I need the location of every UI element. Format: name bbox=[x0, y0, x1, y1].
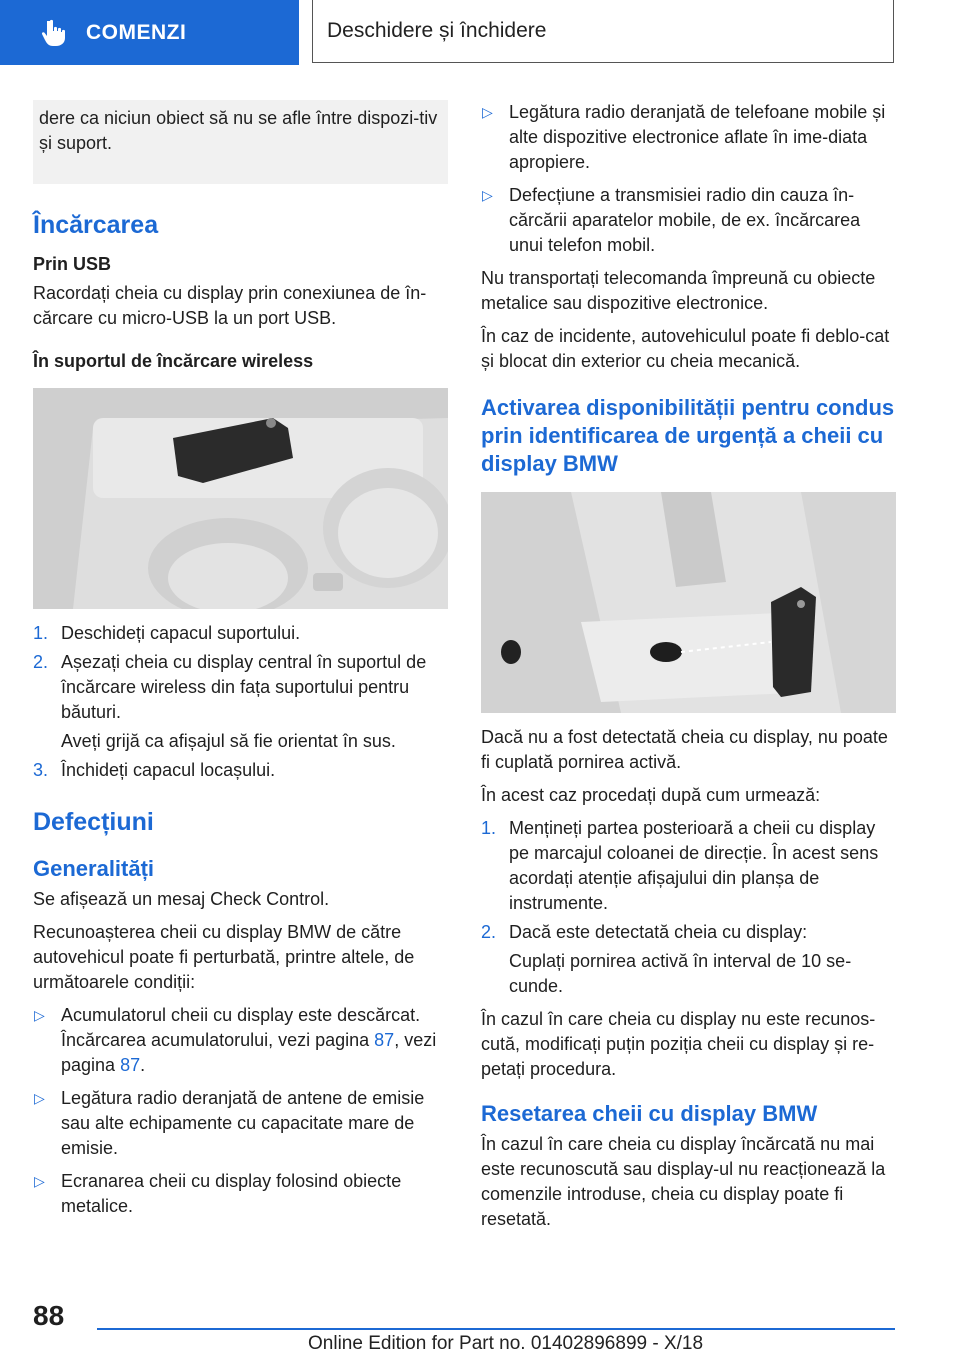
step-text: Mențineți partea posterioară a cheii cu display pe marcajul coloanei de direcție. În acest sens acordați atenție afișajului din planșa de instrumente. bbox=[509, 818, 879, 913]
step-text: Așezați cheia cu display central în suportul de încărcare wireless din fața suportului pentru băuturi. bbox=[61, 652, 427, 722]
list-item bbox=[33, 729, 448, 754]
left-column bbox=[33, 100, 448, 1227]
section-tab[interactable] bbox=[0, 0, 299, 65]
general-text-2: Recunoașterea cheii cu display BMW de către autovehicul poate fi perturbată, printre altele, de următoarele condiții: bbox=[33, 922, 415, 992]
list-item bbox=[481, 920, 896, 945]
footer-divider bbox=[97, 1328, 895, 1330]
list-item bbox=[33, 1086, 448, 1161]
usb-text: Racordați cheia cu display prin conexiunea de în-cărcare cu micro-USB la un port USB. bbox=[33, 283, 427, 328]
right-column bbox=[481, 100, 896, 1240]
bullet-text: Legătura radio deranjată de antene de emisie sau alte echipamente cu capacitate mare de emisie. bbox=[61, 1088, 425, 1158]
bullet-text: Defecțiune a transmisiei radio din cauza în-cărcării aparatelor mobile, de ex. încărcarea unui telefon mobil. bbox=[509, 185, 861, 255]
conditions-list-continued bbox=[481, 100, 896, 258]
triangle-bullet-icon: ▷ bbox=[34, 1007, 45, 1023]
paragraph: Nu transportați telecomanda împreună cu obiecte metalice sau dispozitive electronice. bbox=[481, 268, 876, 313]
section-label: COMENZI bbox=[86, 20, 187, 44]
paragraph: Dacă nu a fost detectată cheia cu display, nu poate fi cuplată pornirea activă. bbox=[481, 727, 888, 772]
step-text: Închideți capacul locașului. bbox=[61, 760, 276, 780]
steering-column-image bbox=[481, 492, 896, 713]
reset-heading: Resetarea cheii cu display BMW bbox=[481, 1101, 818, 1126]
paragraph: În caz de incidente, autovehiculul poate fi deblo-cat și blocat din exterior cu cheia mecanică. bbox=[481, 326, 890, 371]
note-box bbox=[33, 100, 448, 184]
list-item bbox=[481, 100, 896, 175]
edition-text: Online Edition for Part no. 01402896899 - X/18 bbox=[308, 1333, 704, 1354]
list-item bbox=[33, 650, 448, 725]
step-number: 1. bbox=[33, 623, 49, 643]
emergency-heading: Activarea disponibilității pentru condus prin identificarea de urgență a cheii cu display BMW bbox=[481, 395, 895, 476]
triangle-bullet-icon: ▷ bbox=[34, 1173, 45, 1189]
step-number: 3. bbox=[33, 760, 49, 780]
list-item bbox=[33, 1169, 448, 1219]
defects-heading: Defecțiuni bbox=[33, 808, 154, 836]
page-number: 88 bbox=[33, 1300, 65, 1331]
wireless-heading: În suportul de încărcare wireless bbox=[33, 351, 314, 371]
list-item bbox=[33, 1003, 448, 1078]
triangle-bullet-icon: ▷ bbox=[482, 104, 493, 120]
list-item bbox=[33, 621, 448, 646]
paragraph: În cazul în care cheia cu display încărcată nu mai este recunoscută sau display-ul nu reacționează la comenzile introduse, cheia cu display poate fi resetată. bbox=[481, 1134, 886, 1229]
general-text-1: Se afișează un mesaj Check Control. bbox=[33, 889, 330, 909]
triangle-bullet-icon: ▷ bbox=[34, 1090, 45, 1106]
step-note: Aveți grijă ca afișajul să fie orientat în sus. bbox=[61, 731, 396, 751]
step-number: 1. bbox=[481, 818, 497, 838]
bullet-text-end: . bbox=[140, 1055, 146, 1075]
step-note: Cuplați pornirea activă în interval de 10 se-cunde. bbox=[509, 951, 852, 996]
list-item bbox=[33, 758, 448, 783]
usb-heading: Prin USB bbox=[33, 254, 112, 274]
step-text: Deschideți capacul suportului. bbox=[61, 623, 301, 643]
bullet-text: Ecranarea cheii cu display folosind obiecte metalice. bbox=[61, 1171, 402, 1216]
step-number: 2. bbox=[481, 922, 497, 942]
bullet-text: Legătura radio deranjată de telefoane mobile și alte dispozitive electronice aflate în ime-diata apropiere. bbox=[509, 102, 886, 172]
bullet-text-pre: Acumulatorul cheii cu display este descărcat. Încărcarea acumulatorului, vezi pagina bbox=[61, 1005, 421, 1050]
page-link[interactable]: 87 bbox=[374, 1030, 395, 1050]
step-text: Dacă este detectată cheia cu display: bbox=[509, 922, 808, 942]
bullet-text-mid: , vezi pagina bbox=[61, 1030, 437, 1075]
emergency-steps bbox=[481, 816, 896, 999]
general-heading: Generalități bbox=[33, 856, 155, 881]
page-link[interactable]: 87 bbox=[120, 1055, 141, 1075]
note-text: dere ca niciun obiect să nu se afle între dispozi-tiv și suport. bbox=[39, 108, 438, 153]
step-number: 2. bbox=[33, 652, 49, 672]
list-item bbox=[481, 949, 896, 999]
charging-heading: Încărcarea bbox=[33, 211, 159, 239]
bullet-text bbox=[61, 1005, 436, 1075]
paragraph: În cazul în care cheia cu display nu este recunos-cută, modificați puțin poziția cheii cu display și re-petați procedura. bbox=[481, 1009, 876, 1079]
list-item bbox=[481, 183, 896, 258]
hand-pointer-icon bbox=[38, 18, 68, 48]
list-item bbox=[481, 816, 896, 916]
conditions-list bbox=[33, 1003, 448, 1219]
chapter-title: Deschidere și închidere bbox=[312, 0, 894, 63]
charging-steps bbox=[33, 621, 448, 783]
triangle-bullet-icon: ▷ bbox=[482, 187, 493, 203]
wireless-charging-image bbox=[33, 388, 448, 609]
paragraph: În acest caz procedați după cum urmează: bbox=[481, 785, 821, 805]
